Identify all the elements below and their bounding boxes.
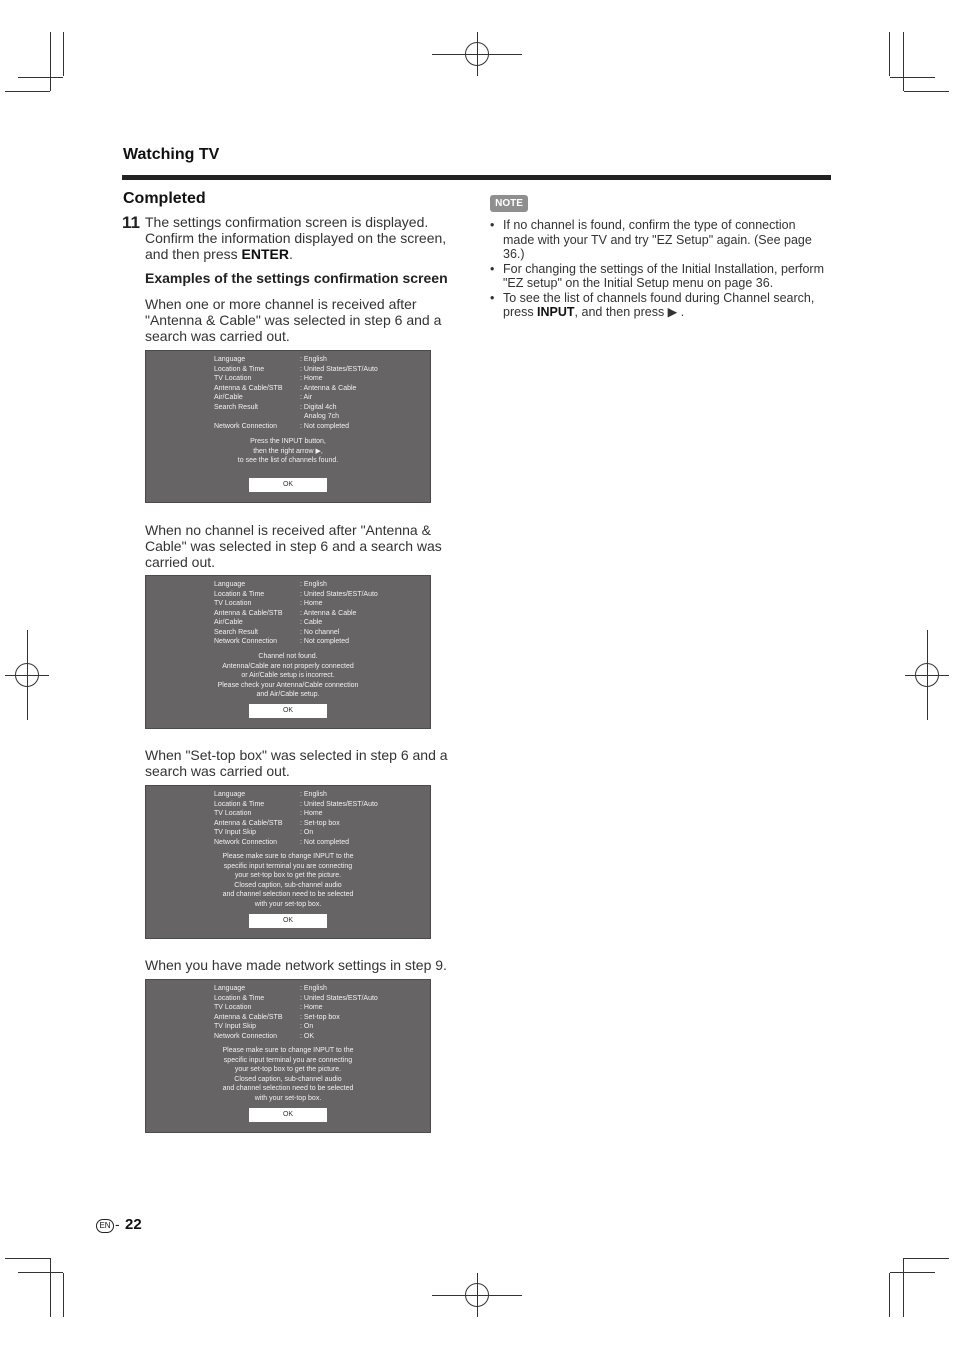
message-line: your set-top box to get the picture. [234, 1066, 342, 1073]
crop-mark [903, 32, 904, 91]
settings-confirmation-screen [145, 979, 431, 1133]
registration-circle-icon [15, 663, 39, 687]
setting-value: : On [300, 1023, 314, 1030]
setting-label: Language [214, 581, 246, 588]
setting-label: Network Connection [214, 1032, 278, 1040]
crop-mark [50, 32, 51, 91]
note-item [490, 218, 830, 262]
message-line: Please check your Antenna/Cable connection [217, 681, 359, 689]
screen-message [146, 852, 430, 909]
message-line: and Air/Cable setup. [256, 691, 320, 698]
message-line: specific input terminal you are connecting [223, 1056, 353, 1064]
setting-value: : English [300, 985, 327, 992]
screen-message [146, 1046, 430, 1103]
crop-mark [18, 77, 63, 78]
setting-value: : United States/EST/Auto [300, 800, 378, 808]
setting-label: TV Input Skip [214, 829, 257, 836]
setting-value: : OK [300, 1032, 315, 1040]
screen-message [146, 652, 430, 700]
message-line: then the right arrow ▶, [253, 447, 323, 455]
setting-label: Location & Time [214, 590, 265, 598]
crop-mark [18, 1272, 63, 1273]
setting-value: : English [300, 791, 327, 798]
bullet-icon: • [490, 218, 495, 232]
setting-label: Language [214, 356, 246, 363]
setting-value: : On [300, 829, 314, 836]
note-text: , and then press ▶ . [574, 305, 685, 319]
step-text-body: The settings confirmation screen is displayed. Confirm the information displayed on the screen, and then press [145, 214, 447, 262]
setting-label: Language [214, 985, 246, 992]
note-text: To see the list of channels found during Channel search, press [503, 290, 815, 319]
setting-value: : English [300, 356, 327, 363]
setting-label: Antenna & Cable/STB [214, 384, 283, 392]
message-line: your set-top box to get the picture. [234, 872, 342, 879]
note-item [490, 262, 830, 291]
bullet-icon: • [490, 290, 495, 305]
message-line: Channel not found. [258, 653, 318, 660]
setting-label: TV Location [214, 810, 252, 817]
setting-label: Search Result [214, 403, 258, 411]
setting-label: Location & Time [214, 994, 265, 1002]
language-badge: EN [96, 1219, 114, 1233]
setting-label: Language [214, 791, 246, 798]
registration-circle-icon [465, 1283, 489, 1307]
step-text [145, 214, 465, 262]
setting-value: : Set-top box [300, 1013, 340, 1021]
setting-value: : Not completed [300, 638, 350, 645]
registration-circle-icon [915, 663, 939, 687]
crop-mark [5, 91, 50, 92]
ok-button[interactable]: OK [249, 704, 327, 718]
step-text-end: . [288, 246, 293, 262]
setting-value: : Antenna & Cable [300, 384, 357, 392]
crop-mark [889, 1273, 890, 1317]
setting-value: : Not completed [300, 422, 350, 430]
setting-label: TV Input Skip [214, 1023, 257, 1030]
case-caption: When "Set-top box" was selected in step 6 and a search was carried out. [145, 747, 448, 779]
crop-mark [904, 91, 949, 92]
crop-mark [63, 1273, 64, 1317]
registration-circle-icon [465, 42, 489, 66]
setting-value: : No channel [300, 628, 340, 636]
header-rule [122, 175, 831, 180]
message-line: Please make sure to change INPUT to the [222, 853, 354, 860]
crop-mark [890, 77, 935, 78]
ok-button[interactable]: OK [249, 914, 327, 928]
setting-label: TV Location [214, 600, 252, 607]
crop-mark [50, 1258, 51, 1317]
message-line: Press the INPUT button, [250, 438, 326, 445]
input-key-label: INPUT [537, 305, 575, 319]
crop-mark [889, 32, 890, 76]
setting-value: : Home [300, 375, 323, 382]
setting-value: : Not completed [300, 838, 350, 846]
crop-mark [5, 1258, 50, 1259]
page-separator: - [115, 1216, 120, 1232]
ok-button[interactable]: OK [249, 478, 327, 492]
message-line: Antenna/Cable are not properly connected [222, 662, 354, 670]
screen-message [146, 437, 430, 466]
setting-label: Location & Time [214, 365, 265, 373]
message-line: Please make sure to change INPUT to the [222, 1047, 354, 1054]
setting-value: Analog 7ch [304, 413, 340, 420]
note-item [490, 291, 830, 320]
step-number: 11 [122, 213, 140, 232]
case-caption: When no channel is received after "Antenna & Cable" was selected in step 6 and a search was carried out. [145, 522, 442, 570]
crop-mark [904, 1258, 949, 1259]
note-badge: NOTE [490, 195, 528, 212]
settings-confirmation-screen [145, 785, 431, 939]
setting-value: : Set-top box [300, 819, 340, 827]
note-list [490, 218, 830, 320]
setting-value: : Antenna & Cable [300, 609, 357, 617]
section-title: Watching TV [123, 146, 220, 163]
setting-label: Air/Cable [214, 394, 243, 401]
setting-label: TV Location [214, 375, 252, 382]
setting-value: : Home [300, 1004, 323, 1011]
case-caption: When you have made network settings in step 9. [145, 957, 447, 973]
setting-value: : United States/EST/Auto [300, 590, 378, 598]
subsection-title: Completed [123, 190, 206, 207]
message-line: or Air/Cable setup is incorrect. [241, 672, 335, 679]
message-line: Closed caption, sub-channel audio [234, 881, 342, 889]
crop-mark [903, 1258, 904, 1317]
enter-key-label: ENTER [241, 246, 289, 262]
setting-value: : Home [300, 600, 323, 607]
setting-value: : Home [300, 810, 323, 817]
message-line: Closed caption, sub-channel audio [234, 1075, 342, 1083]
message-line: with your set-top box. [254, 900, 322, 908]
bullet-icon: • [490, 261, 495, 276]
setting-label: Antenna & Cable/STB [214, 609, 283, 617]
setting-value: : United States/EST/Auto [300, 365, 378, 373]
setting-value: : Cable [300, 619, 323, 626]
page-number: 22 [125, 1216, 142, 1233]
setting-label: Search Result [214, 628, 258, 636]
setting-label: Network Connection [214, 838, 278, 846]
setting-value: : Digital 4ch [300, 403, 337, 411]
message-line: to see the list of channels found. [237, 457, 339, 464]
settings-confirmation-screen [145, 350, 431, 503]
ok-button[interactable]: OK [249, 1108, 327, 1122]
crop-mark [63, 32, 64, 76]
examples-heading: Examples of the settings confirmation screen [145, 270, 448, 286]
message-line: specific input terminal you are connecting [223, 862, 353, 870]
case-caption: When one or more channel is received after "Antenna & Cable" was selected in step 6 and a search was carried out. [145, 296, 442, 344]
setting-label: Antenna & Cable/STB [214, 1013, 283, 1021]
message-line: with your set-top box. [254, 1094, 322, 1102]
setting-label: Air/Cable [214, 619, 243, 626]
message-line: and channel selection need to be selected [222, 891, 354, 898]
setting-value: : United States/EST/Auto [300, 994, 378, 1002]
setting-label: Location & Time [214, 800, 265, 808]
setting-value: : English [300, 581, 327, 588]
setting-label: TV Location [214, 1004, 252, 1011]
crop-mark [890, 1272, 935, 1273]
setting-label: Antenna & Cable/STB [214, 819, 283, 827]
note-text: If no channel is found, confirm the type of connection made with your TV and try "EZ Setup" again. (See page 36.) [503, 218, 812, 261]
note-text: For changing the settings of the Initial Installation, perform "EZ setup" on the Initial Setup menu on page 36. [503, 261, 825, 290]
settings-confirmation-screen [145, 575, 431, 729]
message-line: and channel selection need to be selected [222, 1085, 354, 1092]
setting-value: : Air [300, 394, 313, 401]
setting-label: Network Connection [214, 638, 278, 645]
setting-label: Network Connection [214, 422, 278, 430]
